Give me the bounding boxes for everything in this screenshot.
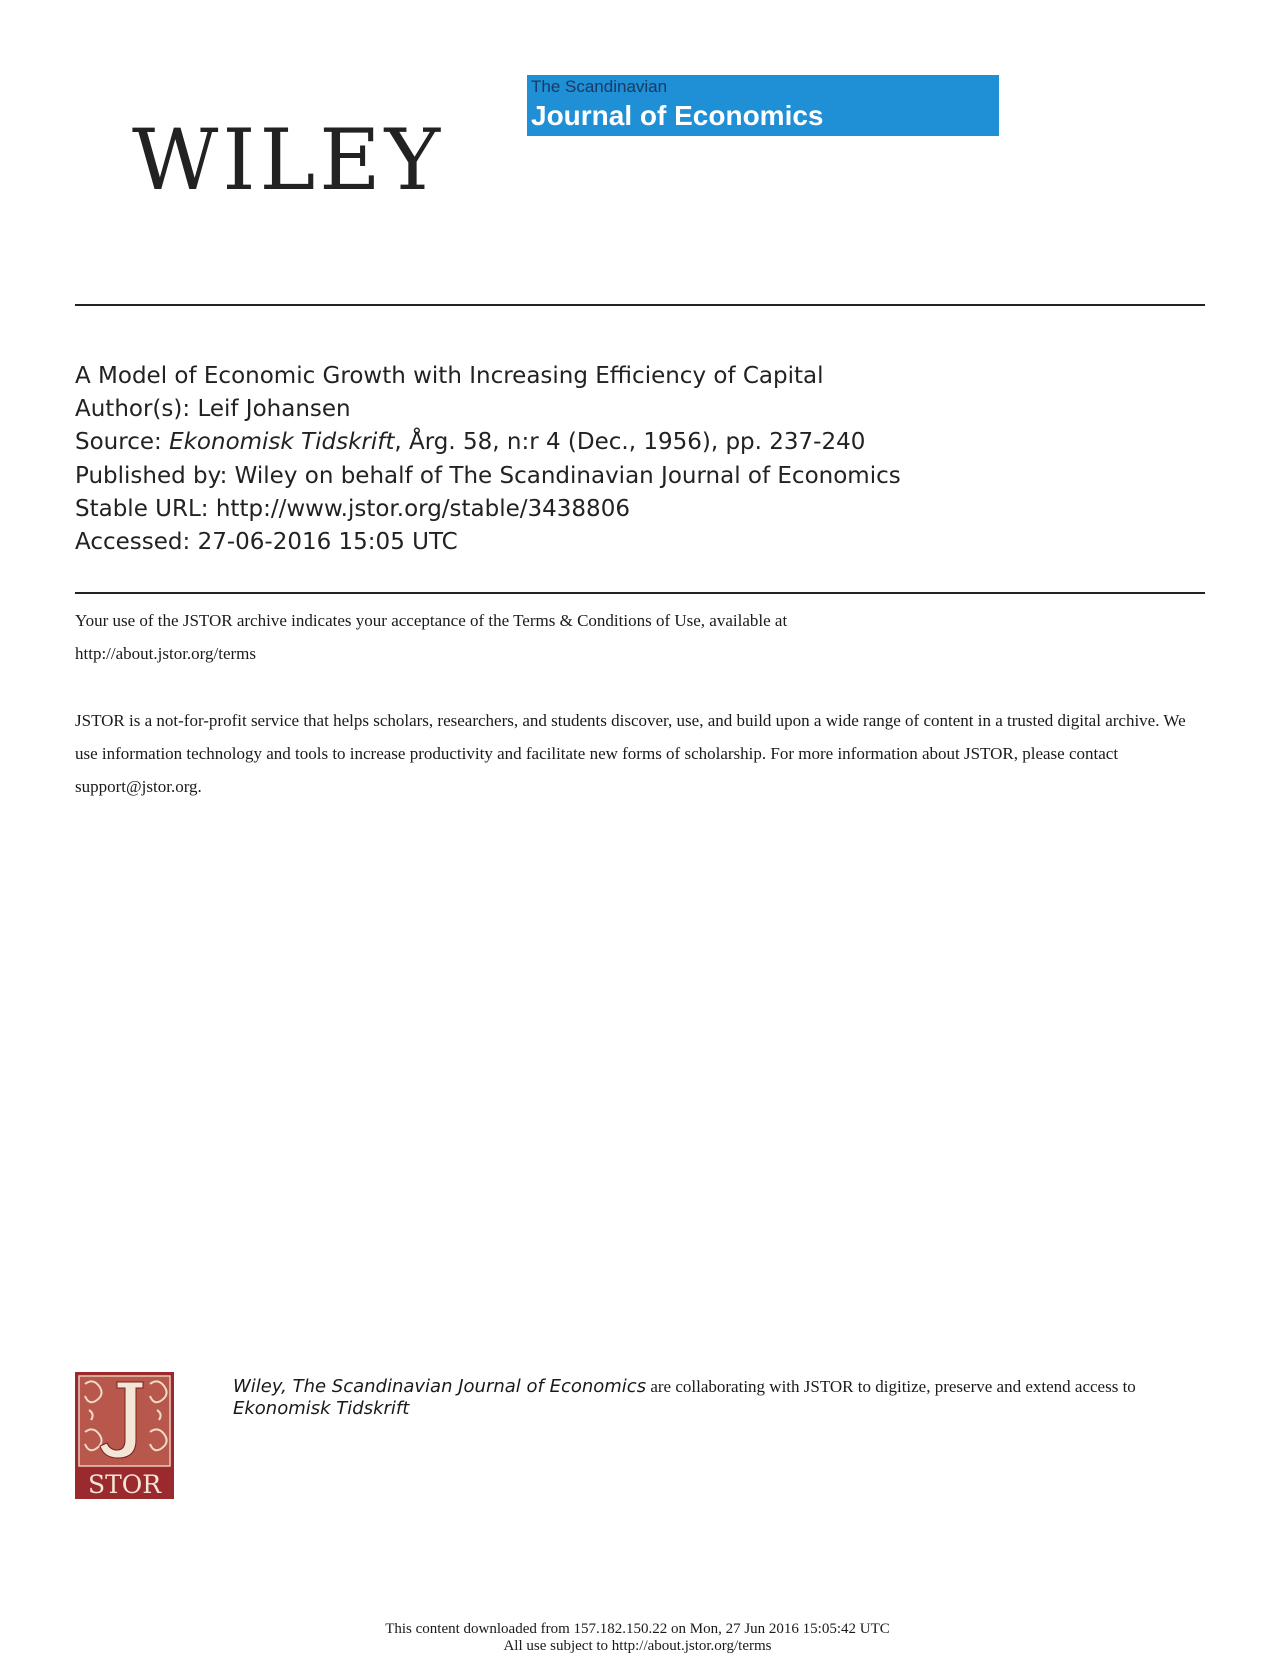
stable-url-line xyxy=(75,498,630,521)
stable-url-link[interactable]: http://www.jstor.org/stable/3438806 xyxy=(215,496,630,522)
terms-notice xyxy=(75,604,1215,670)
jstor-logo xyxy=(75,1372,174,1499)
collaboration-note xyxy=(233,1376,1193,1420)
jstor-logo-text: STOR xyxy=(87,1470,162,1499)
jstor-emblem-icon xyxy=(75,1372,174,1499)
accessed-date: 27-06-2016 15:05 UTC xyxy=(197,529,458,555)
terms-link[interactable]: http://about.jstor.org/terms xyxy=(75,644,257,663)
sje-logo xyxy=(527,75,999,136)
source-label: Source: xyxy=(75,429,162,455)
collaboration-partners: Wiley, The Scandinavian Journal of Economics xyxy=(233,1376,647,1397)
top-divider xyxy=(75,304,1205,306)
collaboration-journal: Ekonomisk Tidskrift xyxy=(233,1398,410,1419)
collaboration-text: are collaborating with JSTOR to digitize, preserve and extend access to xyxy=(646,1377,1136,1396)
author-name: Leif Johansen xyxy=(197,396,351,422)
article-title: A Model of Economic Growth with Increasing Efficiency of Capital xyxy=(75,363,824,389)
publisher-label: Published by: xyxy=(75,463,228,489)
terms-text: Your use of the JSTOR archive indicates your acceptance of the Terms & Conditions of Use, available at xyxy=(75,611,788,630)
publisher-name: Wiley on behalf of The Scandinavian Journal of Economics xyxy=(234,463,901,489)
download-info: This content downloaded from 157.182.150.22 on Mon, 27 Jun 2016 15:05:42 UTC xyxy=(385,1621,890,1637)
author-label: Author(s): xyxy=(75,396,191,422)
publisher-line xyxy=(75,465,901,488)
download-footer xyxy=(0,1621,1275,1655)
footer-terms-link[interactable]: All use subject to http://about.jstor.org/terms xyxy=(503,1638,772,1654)
source-details: , Årg. 58, n:r 4 (Dec., 1956), pp. 237-240 xyxy=(394,429,866,455)
sje-logo-large-text: Journal of Economics xyxy=(531,100,824,131)
stable-url-label: Stable URL: xyxy=(75,496,209,522)
sje-logo-small-text: The Scandinavian xyxy=(531,77,668,96)
source-journal: Ekonomisk Tidskrift xyxy=(169,429,395,455)
source-line xyxy=(75,431,865,454)
accessed-label: Accessed: xyxy=(75,529,191,555)
accessed-line xyxy=(75,531,458,554)
jstor-description: JSTOR is a not-for-profit service that helps scholars, researchers, and students discover, use, and build upon a wide range of content in a trusted digital archive. We use information technology and tools to increase productivity and facilitate new forms of scholarship. For more information about JSTOR, please contact support@jstor.org. xyxy=(75,711,1186,796)
wiley-logo: WILEY xyxy=(132,111,445,209)
middle-divider xyxy=(75,592,1205,594)
author-line xyxy=(75,398,351,421)
